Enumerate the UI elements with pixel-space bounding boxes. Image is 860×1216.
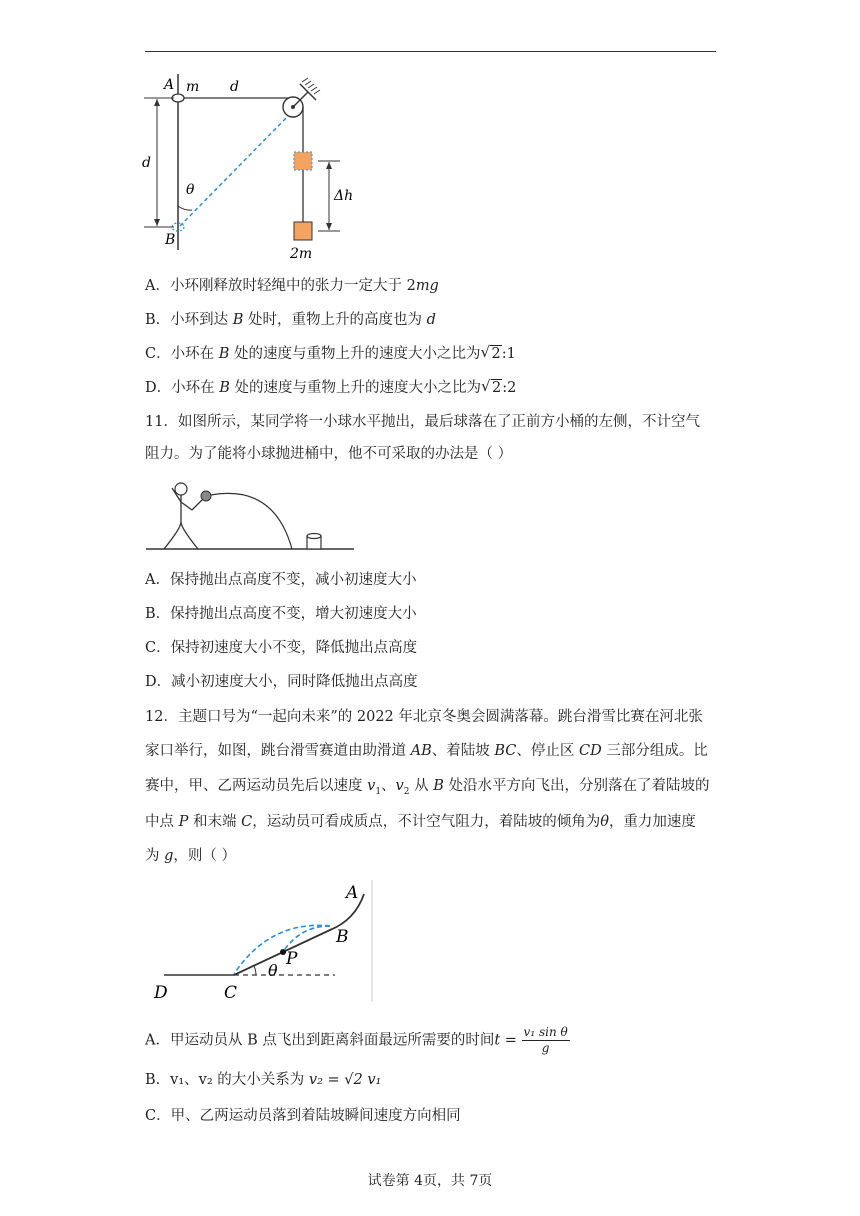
label-d-top: d bbox=[230, 79, 239, 95]
q12-l3c: 从 bbox=[409, 778, 434, 794]
q12-l2g: 三部分组成。比 bbox=[601, 743, 708, 759]
q10-option-b-t1: B．小环到达 bbox=[145, 312, 233, 328]
q12-l3d: B bbox=[433, 778, 444, 794]
q10-option-c-tail: :1 bbox=[501, 346, 516, 362]
q12-option-b bbox=[145, 1070, 381, 1090]
q12-l4f: θ bbox=[600, 814, 609, 830]
q10-option-a bbox=[145, 276, 439, 296]
label-theta: θ bbox=[186, 182, 195, 198]
q12-l3a: 赛中，甲、乙两运动员先后以速度 bbox=[145, 778, 368, 794]
q12-option-b-formula: v₂ = √2 v₁ bbox=[308, 1072, 382, 1088]
q12-l4c: 和末端 bbox=[188, 814, 242, 830]
q10-option-c bbox=[145, 344, 516, 364]
q10-option-d-rad: 2 bbox=[492, 380, 502, 396]
q12-line-1: 12．主题口号为“一起向未来”的 2022 年北京冬奥会圆满落幕。跳台滑雪比赛在河北张 bbox=[145, 709, 703, 725]
q12-l5a: 为 bbox=[145, 848, 165, 864]
label-dh: Δh bbox=[334, 188, 354, 204]
q12-l3v2: v bbox=[395, 778, 404, 794]
q10-option-c-t2: 处的速度与重物上升的速度大小之比为 bbox=[229, 346, 481, 362]
q10-option-d bbox=[145, 378, 516, 398]
q11-option-d: D．减小初速度大小，同时降低抛出点高度 bbox=[145, 674, 418, 690]
label-B: B bbox=[165, 232, 176, 248]
q11-line-1: 11．如图所示，某同学将一小球水平抛出，最后球落在了正前方小桶的左侧，不计空气 bbox=[145, 414, 700, 430]
q10-option-c-rad: 2 bbox=[491, 346, 501, 362]
q12-option-a-text: A．甲运动员从 B 点飞出到距离斜面最远所需要的时间 bbox=[145, 1032, 495, 1049]
q10-option-d-t2: 处的速度与重物上升的速度大小之比为 bbox=[229, 380, 481, 396]
ski-label-theta: θ bbox=[268, 961, 278, 980]
ski-label-A: A bbox=[346, 883, 359, 903]
q12-option-c: C．甲、乙两运动员落到着陆坡瞬间速度方向相同 bbox=[145, 1108, 461, 1124]
q12-line-4 bbox=[145, 812, 696, 832]
q10-option-c-v1: B bbox=[218, 346, 230, 362]
q12-l2b: AB bbox=[410, 743, 432, 759]
q12-l2c: 、着陆坡 bbox=[431, 743, 495, 759]
q12-option-a-lhs: t = bbox=[494, 1032, 517, 1049]
q12-l3s1: 1 bbox=[375, 786, 382, 797]
ski-label-B: B bbox=[336, 927, 349, 947]
q12-l2d: BC bbox=[494, 743, 517, 759]
q12-option-a bbox=[145, 1025, 570, 1056]
q12-l5c: ，则（ ） bbox=[173, 848, 237, 864]
ski-label-C: C bbox=[224, 983, 238, 1003]
q12-l4g: ，重力加速度 bbox=[608, 814, 696, 830]
q11-option-a: A．保持抛出点高度不变，减小初速度大小 bbox=[145, 572, 417, 588]
q11-line-2: 阻力。为了能将小球抛进桶中，他不可采取的办法是（ ） bbox=[145, 446, 513, 462]
q11-option-b: B．保持抛出点高度不变，增大初速度大小 bbox=[145, 606, 417, 622]
q10-option-b-v1: B bbox=[232, 312, 244, 328]
q11-option-c: C．保持初速度大小不变，降低抛出点高度 bbox=[145, 640, 418, 656]
label-d-left: d bbox=[142, 155, 151, 171]
q12-l4d: C bbox=[241, 814, 253, 830]
q12-line-3 bbox=[145, 776, 709, 802]
ski-label-P: P bbox=[286, 949, 298, 969]
q10-option-a-var: mg bbox=[415, 278, 439, 294]
q10-option-c-sqrt bbox=[480, 344, 501, 364]
q10-option-d-sqrt bbox=[481, 378, 502, 398]
q12-option-a-den: g bbox=[541, 1041, 550, 1055]
q10-option-d-t1: D．小环在 bbox=[145, 380, 220, 396]
q12-l3e: 处沿水平方向飞出，分别落在了着陆坡的 bbox=[443, 778, 710, 794]
q12-l2a: 家口举行，如图，跳台滑雪赛道由助滑道 bbox=[145, 743, 411, 759]
q12-option-a-num: v₁ sin θ bbox=[523, 1025, 568, 1039]
q12-option-b-text: B．v₁、v₂ 的大小关系为 bbox=[145, 1072, 305, 1088]
q10-option-d-tail: :2 bbox=[502, 380, 517, 396]
q12-line-2 bbox=[145, 741, 708, 761]
throw-figure bbox=[144, 478, 359, 553]
q10-option-b-v2: d bbox=[426, 312, 436, 328]
q12-l3v1: v bbox=[367, 778, 376, 794]
header-rule bbox=[145, 51, 716, 52]
q10-option-b-t2: 处时，重物上升的高度也为 bbox=[243, 312, 427, 328]
q12-l4a: 中点 bbox=[145, 814, 179, 830]
q12-l3s2: 2 bbox=[403, 786, 410, 797]
ski-label-D: D bbox=[154, 983, 168, 1003]
q12-l4e: ，运动员可看成质点，不计空气阻力，着陆坡的倾角为 bbox=[252, 814, 601, 830]
label-2m: 2m bbox=[290, 246, 313, 262]
q10-option-c-t1: C．小环在 bbox=[145, 346, 219, 362]
q10-option-a-text: A．小环刚释放时轻绳中的张力一定大于 2 bbox=[145, 278, 416, 294]
q12-l3b: 、 bbox=[381, 778, 396, 794]
q10-option-d-v1: B bbox=[219, 380, 230, 396]
q12-l2e: 、停止区 bbox=[516, 743, 579, 759]
q12-l5b: g bbox=[164, 848, 174, 864]
q10-option-b bbox=[145, 310, 436, 330]
label-A: A bbox=[164, 77, 175, 93]
ski-jump-figure bbox=[150, 880, 375, 1005]
q12-l2f: CD bbox=[579, 743, 602, 759]
label-m: m bbox=[186, 79, 200, 95]
ring-pulley-figure bbox=[140, 72, 370, 262]
q12-option-a-fraction bbox=[522, 1025, 570, 1056]
q12-line-5 bbox=[145, 846, 236, 866]
page-footer: 试卷第 4页，共 7页 bbox=[367, 1173, 493, 1189]
q12-l4b: P bbox=[178, 814, 189, 830]
